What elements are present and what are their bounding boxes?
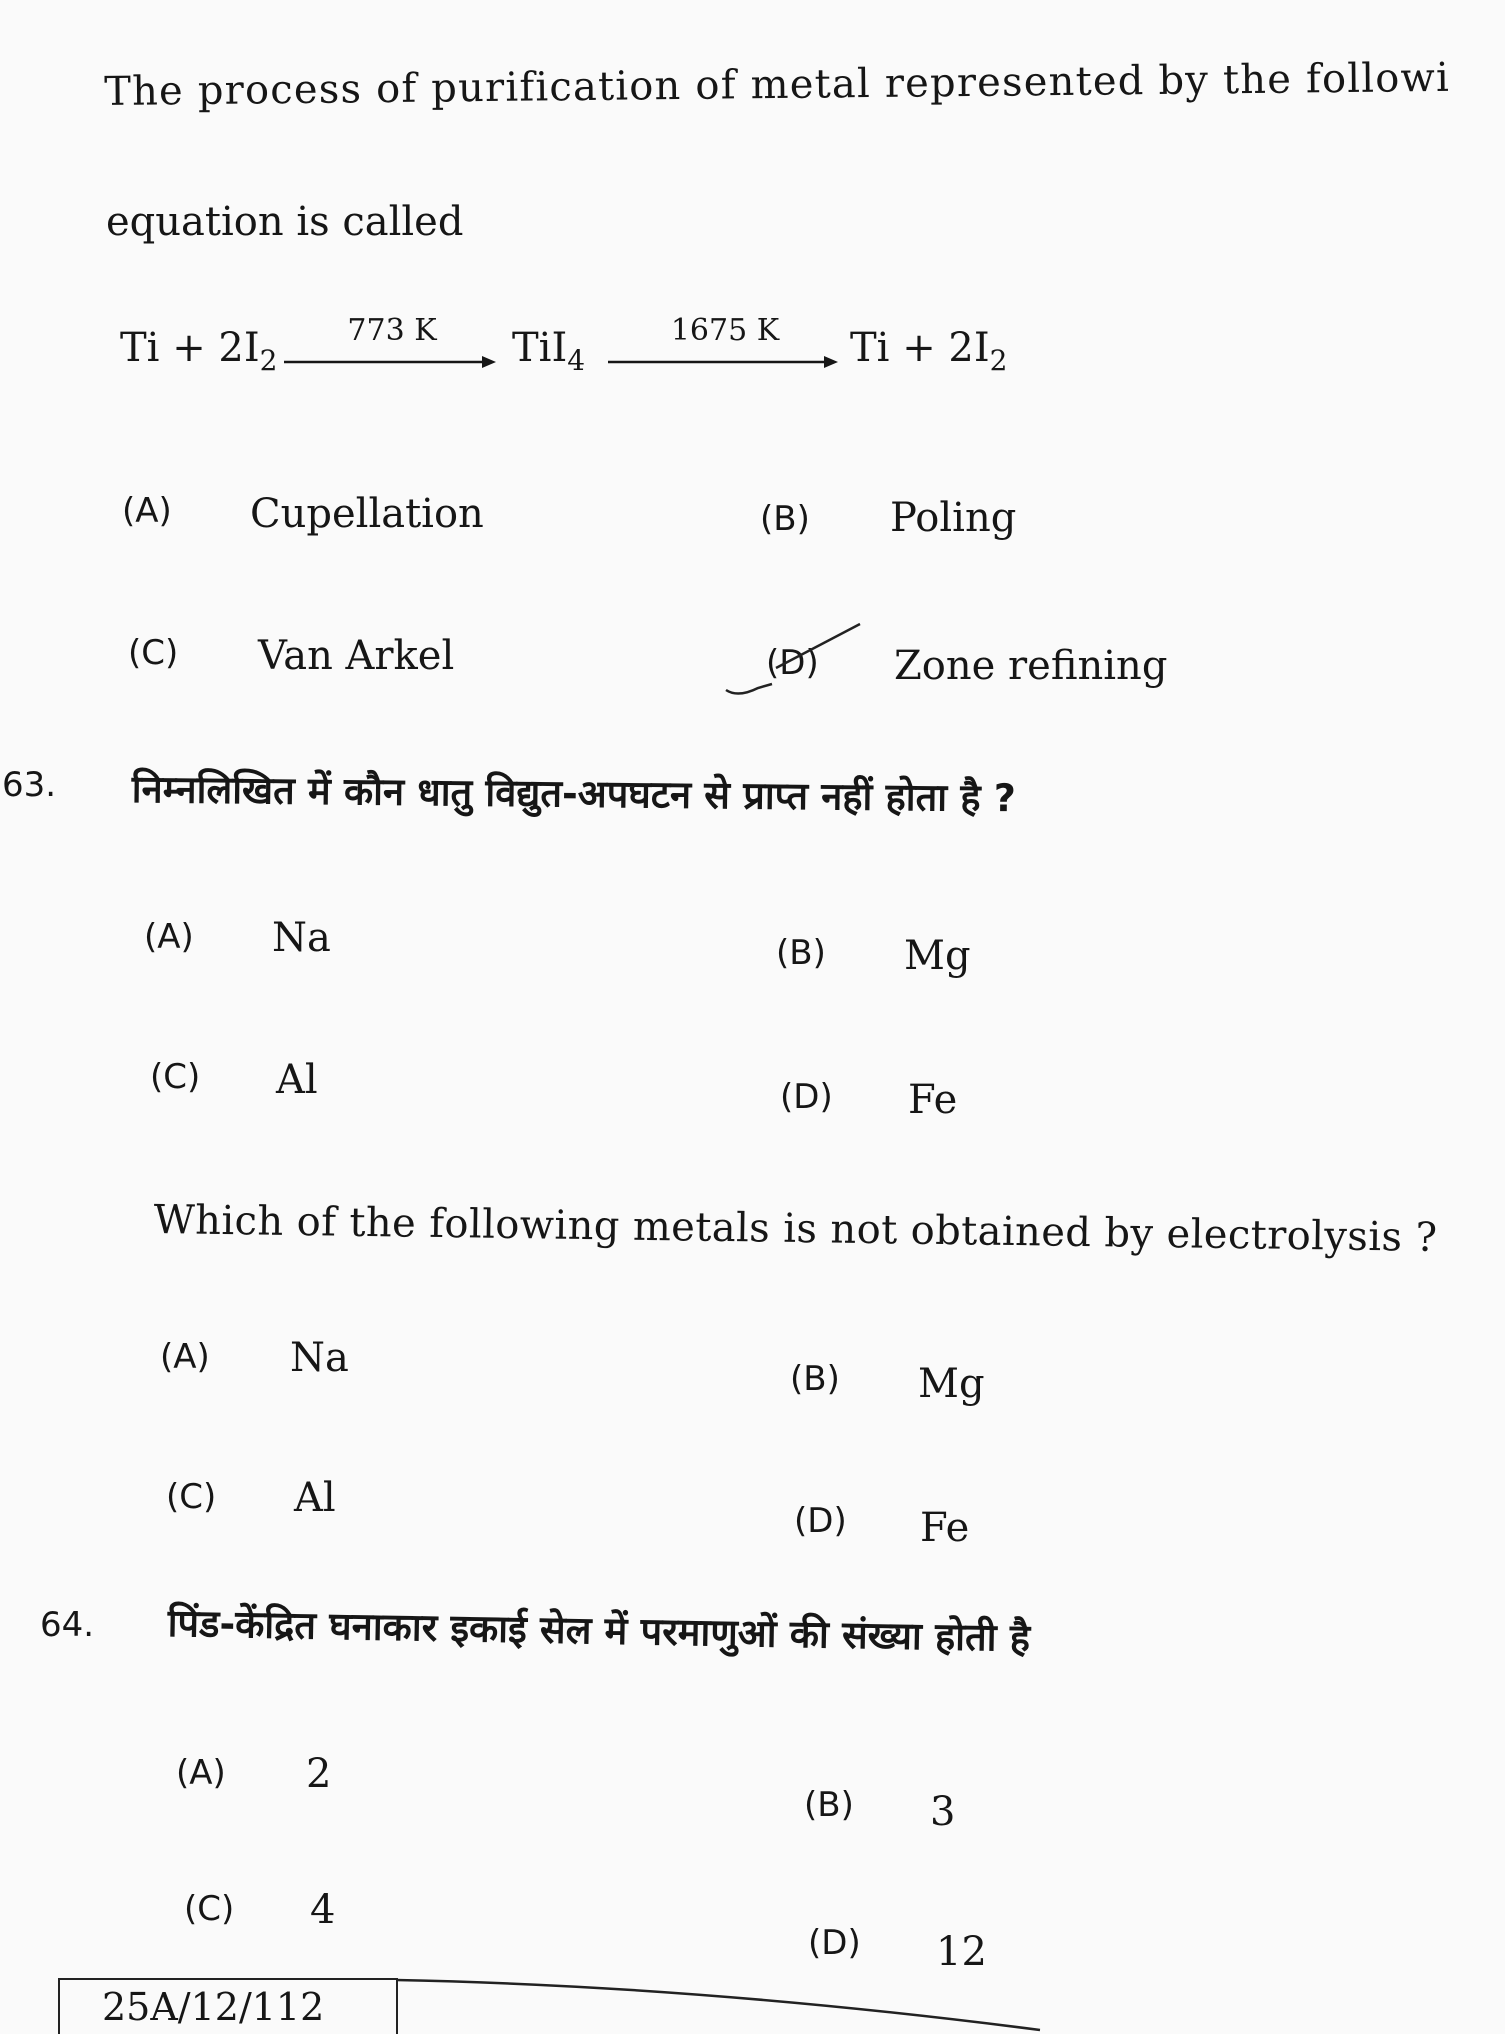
q63-question-hindi: निम्नलिखित में कौन धातु विद्युत-अपघटन से प्राप्त नहीं होता है ?: [131, 767, 1017, 821]
q64-option-d-label: (D): [808, 1923, 861, 1963]
q62-option-d-label: (D): [766, 643, 819, 683]
q64-option-b-text: 3: [930, 1789, 956, 1835]
q64-option-a-label: (A): [176, 1753, 226, 1793]
q62-option-b-text: Poling: [890, 495, 1017, 541]
equation-lhs: $Ti + 2I_2$: [120, 325, 278, 377]
q62-question-line-2: equation is called: [106, 199, 464, 245]
equation-rhs: $Ti + 2I_2$: [850, 325, 1008, 377]
arrow-1-icon: [282, 352, 502, 372]
q64-number: 64.: [40, 1605, 95, 1645]
q63-hi-option-c-label: (C): [150, 1057, 201, 1097]
q62-option-c-label: (C): [128, 633, 179, 673]
q63-hi-option-a-text: Na: [272, 915, 331, 961]
q62-question-line-1: The process of purification of metal represented by the followi: [103, 54, 1451, 115]
arrow-2-icon: [606, 352, 844, 372]
q63-en-option-c-label: (C): [166, 1477, 217, 1517]
pen-tick-mark: [720, 618, 870, 708]
q63-en-option-a-label: (A): [160, 1337, 210, 1377]
q63-question-english: Which of the following metals is not obtained by electrolysis ?: [153, 1197, 1438, 1261]
q63-en-option-d-label: (D): [794, 1501, 847, 1541]
q63-en-option-d-text: Fe: [920, 1505, 970, 1551]
q64-option-c-text: 4: [310, 1887, 336, 1933]
q63-en-option-b-label: (B): [790, 1359, 840, 1399]
q63-hi-option-b-text: Mg: [904, 933, 971, 979]
q62-option-c-text: Van Arkel: [258, 633, 455, 679]
arrow-2-condition: 1675 K: [670, 313, 780, 348]
q62-option-d-text: Zone refining: [894, 643, 1168, 689]
q63-hi-option-d-text: Fe: [908, 1077, 958, 1123]
q63-en-option-c-text: Al: [294, 1475, 336, 1521]
arrow-1-condition: 773 K: [347, 313, 437, 348]
q64-option-b-label: (B): [804, 1785, 854, 1825]
q63-hi-option-a-label: (A): [144, 917, 194, 957]
q62-option-a-text: Cupellation: [250, 491, 484, 537]
footer-code: 25A/12/112: [102, 1985, 325, 2029]
q64-option-c-label: (C): [184, 1889, 235, 1929]
q63-en-option-b-text: Mg: [918, 1361, 985, 1407]
q63-hi-option-d-label: (D): [780, 1077, 833, 1117]
equation-mid: TiI$_4$: [512, 325, 586, 377]
q64-option-d-text: 12: [936, 1929, 987, 1975]
q64-option-a-text: 2: [306, 1751, 332, 1797]
footer-code-box: [58, 1978, 398, 2034]
q64-question-hindi: पिंड-केंद्रित घनाकार इकाई सेल में परमाणुओं की संख्या होती है: [167, 1601, 1031, 1661]
q63-en-option-a-text: Na: [290, 1335, 349, 1381]
q63-hi-option-c-text: Al: [276, 1057, 318, 1103]
q63-hi-option-b-label: (B): [776, 933, 826, 973]
q62-option-a-label: (A): [122, 491, 172, 531]
q63-number: 63.: [2, 765, 57, 805]
q62-option-b-label: (B): [760, 499, 810, 539]
